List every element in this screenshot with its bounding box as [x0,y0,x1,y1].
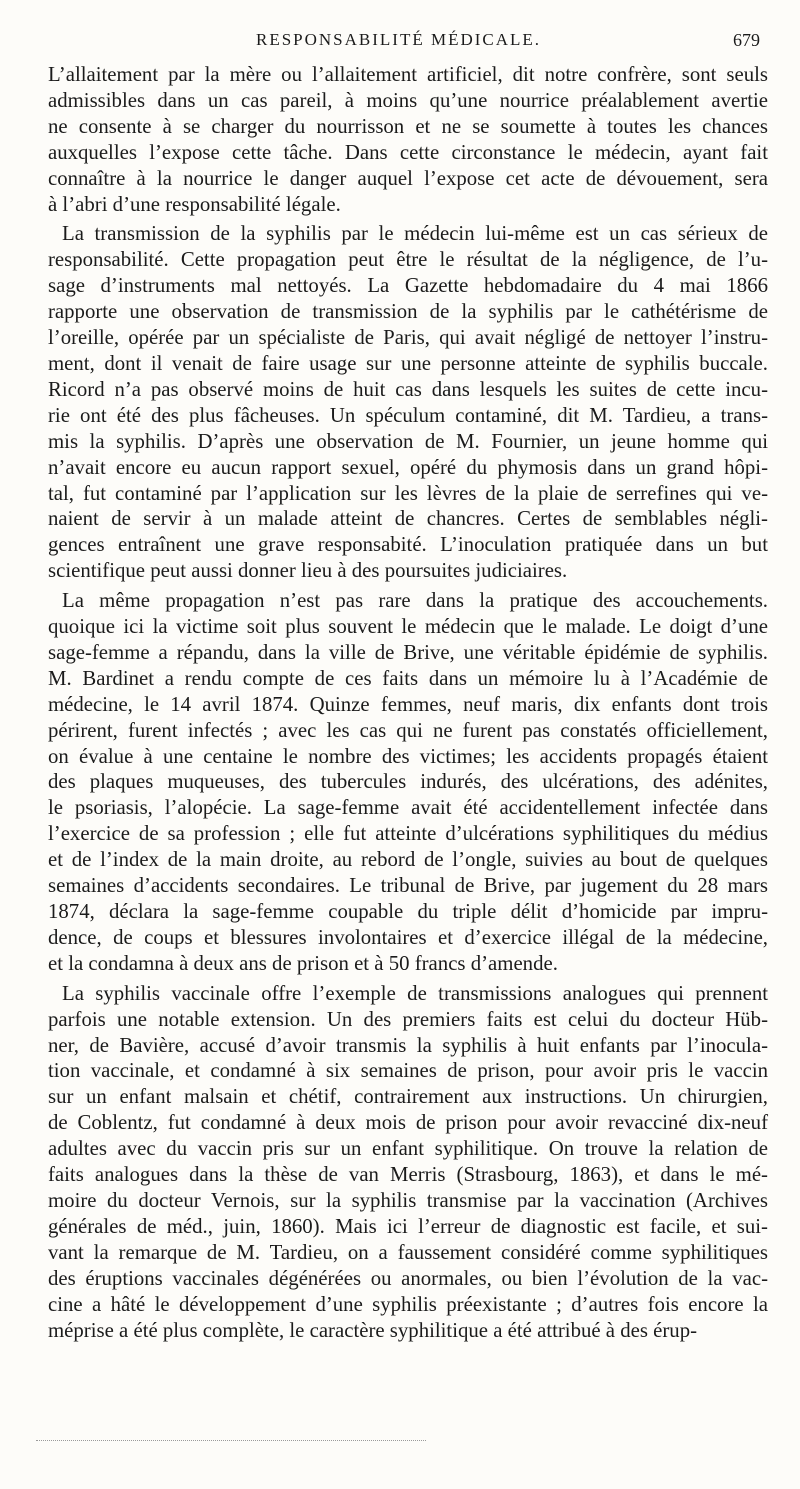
text-line: de Coblentz, fut condamné à deux mois de prison pour avoir revacciné dix-neuf [48,1111,768,1135]
footer-rule [36,1440,426,1445]
text-line: des plaques muqueuses, des tubercules indurés, des ulcérations, des adénites, [48,770,768,794]
body-text [48,62,768,1343]
text-line: quoique ici la victime soit plus souvent le médecin que le malade. Le doigt d’une [48,615,768,639]
text-line: responsabilité. Cette propagation peut être le résultat de la négligence, de l’u- [48,248,768,272]
text-line: M. Bardinet a rendu compte de ces faits dans un mémoire lu à l’Académie de [48,666,768,690]
text-line: méprise a été plus complète, le caractère syphilitique a été attribué à des érup- [48,1318,698,1342]
text-line: L’allaitement par la mère ou l’allaitement artificiel, dit notre confrère, sont seuls [48,63,768,86]
text-line: cine a hâté le développement d’une syphilis préexistante ; d’autres fois encore la [48,1292,768,1316]
text-line: La même propagation n’est pas rare dans la pratique des accouchements. [62,589,768,613]
text-line: tion vaccinale, et condamné à six semaines de prison, pour avoir pris le vaccin [48,1059,768,1083]
text-line: ner, de Bavière, accusé d’avoir transmis la syphilis à huit enfants par l’inocula- [48,1033,768,1057]
text-line: le psoriasis, l’alopécie. La sage-femme avait été accidentellement infectée dans [48,796,768,820]
paragraph [48,981,768,1344]
text-line: périrent, furent infectés ; avec les cas qui ne furent pas constatés officiellement, [48,718,768,742]
text-line: Ricord n’a pas observé moins de huit cas dans lesquels les suites de cette incu- [48,377,768,401]
text-line: La syphilis vaccinale offre l’exemple de transmissions analogues qui prennent [62,981,768,1005]
text-line: l’exercice de sa profession ; elle fut atteinte d’ulcérations syphilitiques du médius [48,822,768,846]
text-line: La transmission de la syphilis par le médecin lui-même est un cas sérieux de [62,222,768,246]
text-line: rapporte une observation de transmission de la syphilis par le cathétérisme de [48,300,768,324]
text-line: sage d’instruments mal nettoyés. La Gazette hebdomadaire du 4 mai 1866 [48,274,768,298]
text-line: semaines d’accidents secondaires. Le tribunal de Brive, par jugement du 28 mars [48,874,768,898]
text-line: scientifique peut aussi donner lieu à des poursuites judiciaires. [48,559,568,583]
text-line: à l’abri d’une responsabilité légale. [48,192,341,216]
text-line: dence, de coups et blessures involontaires et d’exercice illégal de la médecine, [48,925,768,949]
text-line: adultes avec du vaccin pris sur un enfant syphilitique. On trouve la relation de [48,1137,768,1161]
text-line: et de l’index de la main droite, au rebord de l’ongle, suivies au bout de quelques [48,848,768,872]
text-line: gences entraînent une grave responsabité. L’inoculation pratiquée dans un but [48,533,768,557]
text-line: mis la syphilis. D’après une observation de M. Fournier, un jeune homme qui [48,429,768,453]
text-line: naient de servir à un malade atteint de chancres. Certes de semblables négli- [48,507,768,531]
text-line: générales de méd., juin, 1860). Mais ici l’erreur de diagnostic est facile, et sui- [48,1214,768,1238]
text-line: faits analogues dans la thèse de van Merris (Strasbourg, 1863), et dans le mé- [48,1163,768,1187]
text-line: l’oreille, opérée par un spécialiste de Paris, qui avait négligé de nettoyer l’instru- [48,326,768,350]
running-head: RESPONSABILITÉ MÉDICALE. [256,30,542,49]
text-line: et la condamna à deux ans de prison et à 50 francs d’amende. [48,951,558,975]
text-line: auxquelles l’expose cette tâche. Dans cette circonstance le médecin, ayant fait [48,140,768,164]
paragraph [48,62,768,217]
paragraph [48,221,768,584]
text-line: rie ont été des plus fâcheuses. Un spéculum contaminé, dit M. Tardieu, a trans- [48,403,768,427]
text-line: ne consente à se charger du nourrisson et ne se soumette à toutes les chances [48,114,768,138]
page-header [48,26,760,56]
text-line: médecine, le 14 avril 1874. Quinze femmes, neuf maris, dix enfants dont trois [48,692,768,716]
text-line: 1874, déclara la sage-femme coupable du triple délit d’homicide par impru- [48,900,768,923]
text-line: on évalue à une centaine le nombre des victimes; les accidents propagés étaient [48,744,768,768]
text-line: sage-femme a répandu, dans la ville de Brive, une véritable épidémie de syphilis. [48,640,768,664]
page-number: 679 [733,30,760,50]
text-line: moire du docteur Vernois, sur la syphilis transmise par la vaccination (Archives [48,1188,768,1212]
paragraph [48,588,768,977]
text-line: sur un enfant malsain et chétif, contrairement aux instructions. Un chirurgien, [48,1085,768,1109]
text-line: connaître à la nourrice le danger auquel l’expose cet acte de dévouement, sera [48,166,768,190]
text-line: vant la remarque de M. Tardieu, on a faussement considéré comme syphilitiques [48,1240,768,1264]
text-line: des éruptions vaccinales dégénérées ou anormales, ou bien l’évolution de la vac- [48,1266,768,1290]
text-line: tal, fut contaminé par l’application sur les lèvres de la plaie de serrefines qui ve- [48,481,768,505]
text-line: parfois une notable extension. Un des premiers faits est celui du docteur Hüb- [48,1007,768,1031]
text-line: n’avait encore eu aucun rapport sexuel, opéré du phymosis dans un grand hôpi- [48,455,768,479]
text-line: admissibles dans un cas pareil, à moins qu’une nourrice préalablement avertie [48,88,768,112]
text-line: ment, dont il venait de faire usage sur une personne atteinte de syphilis buccale. [48,351,768,375]
